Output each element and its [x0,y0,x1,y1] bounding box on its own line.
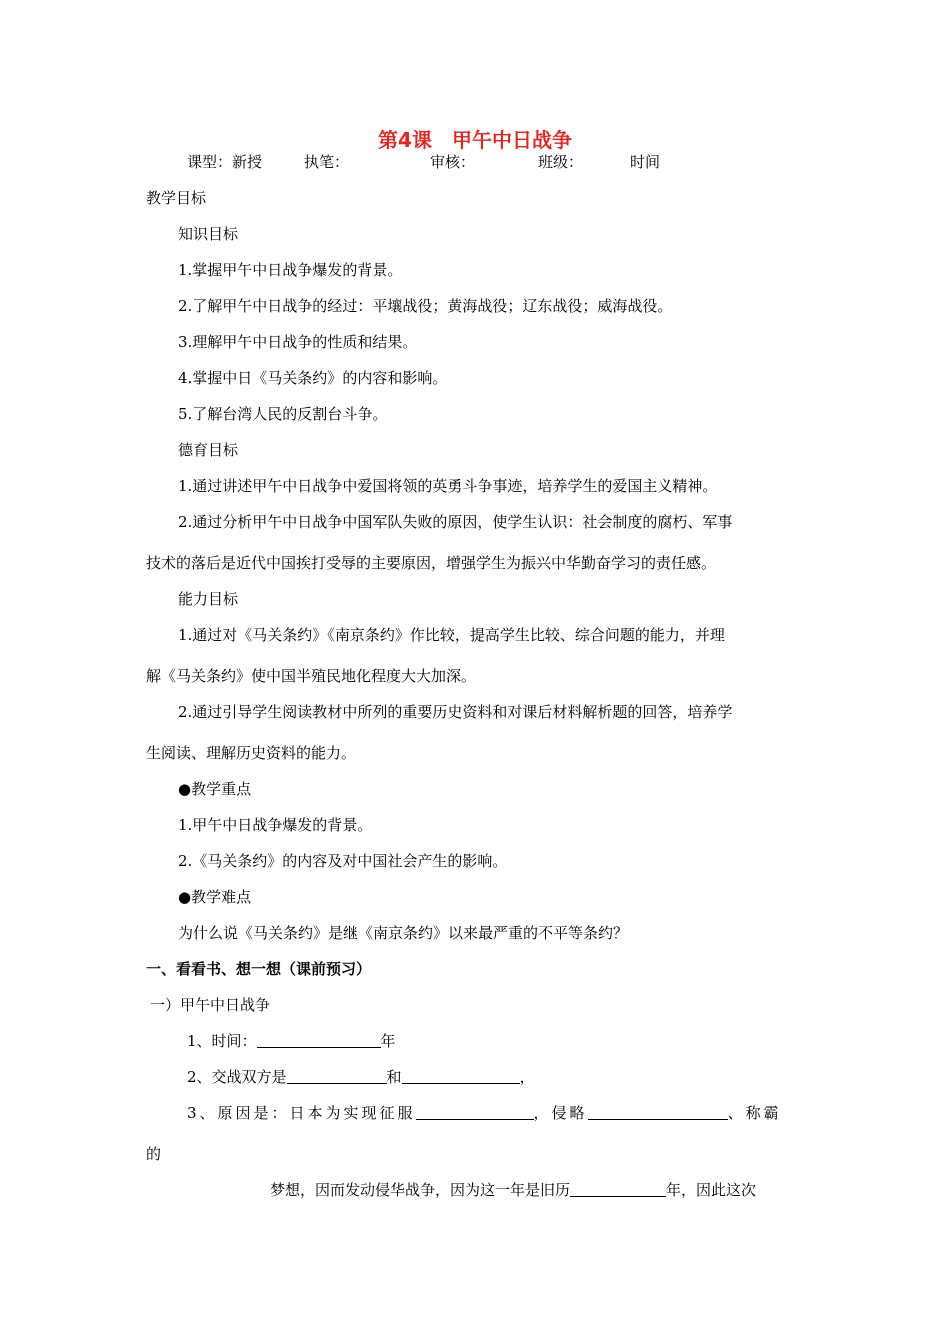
moral-item-2-cont: 技术的落后是近代中国挨打受辱的主要原因，增强学生为振兴中华勤奋学习的责任感。 [146,554,717,572]
knowledge-item: 4.掌握中日《马关条约》的内容和影响。 [178,369,448,387]
difficult-heading: ●教学难点 [178,888,252,906]
question-3-suffix: 、称霸 [727,1104,782,1122]
answer-blank[interactable] [416,1104,534,1120]
key-point-item: 1.甲午中日战争爆发的背景。 [178,816,373,834]
question-2-suffix: ， [519,1068,535,1086]
question-2-prefix: 2、交战双方是 [187,1068,287,1086]
ability-item-2: 2.通过引导学生阅读教材中所列的重要历史资料和对课后材料解析题的回答，培养学 [178,703,733,721]
ability-heading: 能力目标 [178,590,239,608]
question-1-prefix: 1、时间： [187,1032,257,1050]
meta-writer: 执笔： [304,153,350,171]
ability-item-2-cont: 生阅读、理解历史资料的能力。 [146,744,357,762]
meta-type: 课型：新授 [187,153,263,171]
question-3-cont-suffix: 年，因此这次 [666,1181,757,1199]
subsection-heading: 一）甲午中日战争 [150,996,271,1014]
answer-blank[interactable] [588,1104,728,1120]
meta-time: 时间 [630,153,661,171]
key-points-heading: ●教学重点 [178,780,252,798]
moral-item-1: 1.通过讲述甲午中日战争中爱国将领的英勇斗争事迹，培养学生的爱国主义精神。 [178,477,718,495]
question-3 [187,1103,782,1123]
page-title: 第4课 甲午中日战争 [378,128,572,152]
meta-class: 班级： [538,153,584,171]
knowledge-item: 1.掌握甲午中日战争爆发的背景。 [178,261,403,279]
difficult-text: 为什么说《马关条约》是继《南京条约》以来最严重的不平等条约？ [178,924,629,942]
ability-item-1-cont: 解《马关条约》使中国半殖民地化程度大大加深。 [146,667,477,685]
question-1-suffix: 年 [380,1032,396,1050]
knowledge-item: 2.了解甲午中日战争的经过：平壤战役；黄海战役；辽东战役；威海战役。 [178,297,673,315]
question-3-cont-prefix: 梦想，因而发动侵华战争，因为这一年是旧历 [270,1181,571,1199]
key-point-item: 2.《马关条约》的内容及对中国社会产生的影响。 [178,852,508,870]
moral-heading: 德育目标 [178,441,239,459]
question-3-mid: ，侵略 [533,1104,588,1122]
question-3-prefix: 3、原因是：日本为实现征服 [187,1104,416,1122]
answer-blank[interactable] [257,1032,381,1048]
question-3-cont [270,1180,756,1200]
knowledge-heading: 知识目标 [178,225,239,243]
question-2 [187,1067,535,1087]
meta-reviewer: 审核： [430,153,476,171]
section-heading: 一、看看书、想一想（课前预习） [146,960,372,978]
answer-blank[interactable] [570,1181,666,1197]
question-1 [187,1031,396,1051]
question-3-wrap: 的 [146,1145,162,1163]
question-2-mid: 和 [386,1068,402,1086]
goals-heading: 教学目标 [146,189,207,207]
answer-blank[interactable] [402,1068,520,1084]
ability-item-1: 1.通过对《马关条约》《南京条约》作比较，提高学生比较、综合问题的能力，并理 [178,626,725,644]
answer-blank[interactable] [287,1068,387,1084]
moral-item-2: 2.通过分析甲午中日战争中国军队失败的原因，使学生认识：社会制度的腐朽、军事 [178,513,733,531]
knowledge-item: 3.理解甲午中日战争的性质和结果。 [178,333,418,351]
knowledge-item: 5.了解台湾人民的反割台斗争。 [178,405,388,423]
